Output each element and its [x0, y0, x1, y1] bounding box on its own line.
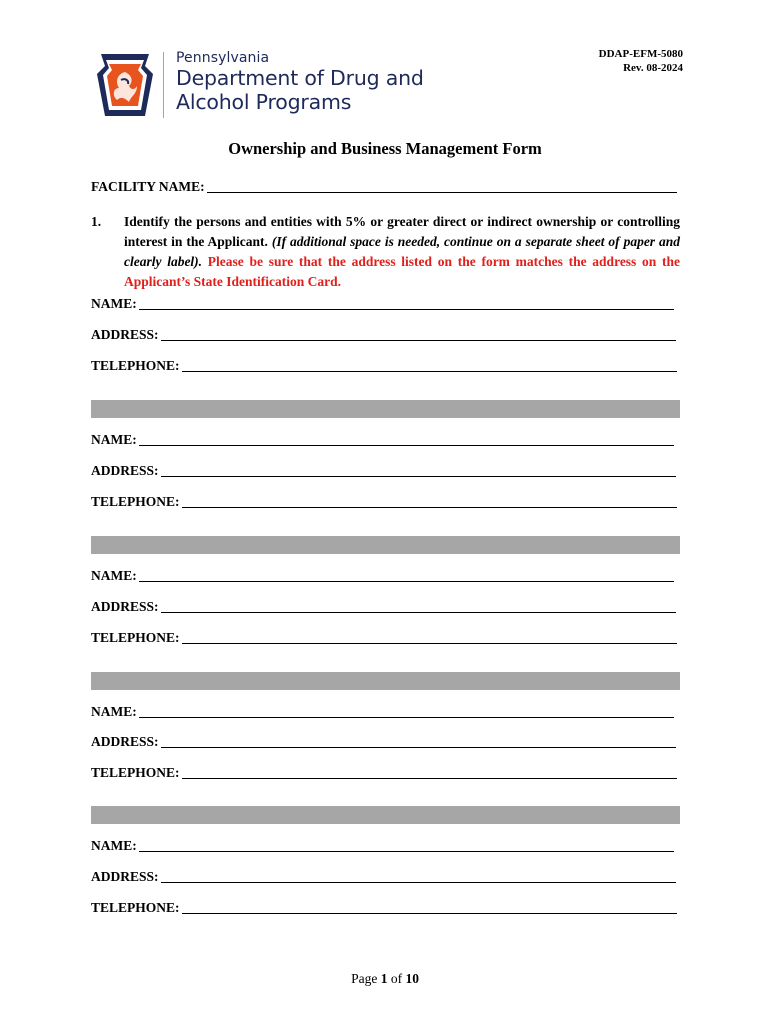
form-code-block: [599, 47, 683, 75]
telephone-field[interactable]: [91, 765, 677, 781]
address-line[interactable]: [161, 734, 676, 748]
address-field[interactable]: [91, 599, 676, 615]
item-instruction: Identify the persons and entities with 5% or greater direct or indirect ownership or controlling interest in the Applicant.: [124, 214, 680, 249]
page-total: 10: [405, 971, 419, 986]
name-line[interactable]: [139, 704, 674, 718]
page-of: of: [390, 971, 403, 986]
item-number: 1.: [91, 214, 102, 229]
page-word: Page: [351, 971, 378, 986]
address-line[interactable]: [161, 463, 676, 477]
telephone-field[interactable]: [91, 494, 677, 510]
telephone-label: TELEPHONE:: [91, 358, 180, 373]
address-field[interactable]: [91, 463, 676, 479]
page-current: 1: [380, 971, 388, 986]
name-line[interactable]: [139, 838, 674, 852]
name-field[interactable]: [91, 432, 674, 448]
agency-state: Pennsylvania: [176, 50, 270, 66]
item-text: [124, 212, 680, 292]
name-field[interactable]: [91, 704, 674, 720]
name-field[interactable]: [91, 838, 674, 854]
name-line[interactable]: [139, 432, 674, 446]
address-label: ADDRESS:: [91, 734, 159, 749]
telephone-label: TELEPHONE:: [91, 630, 180, 645]
page-footer: [0, 971, 770, 987]
logo-divider: [163, 52, 164, 118]
telephone-line[interactable]: [182, 765, 677, 779]
address-label: ADDRESS:: [91, 869, 159, 884]
item-warning: Please be sure that the address listed on the form matches the address on the Applicant’s State Identification Card.: [124, 254, 680, 289]
address-label: ADDRESS:: [91, 327, 159, 342]
address-field[interactable]: [91, 327, 676, 343]
telephone-field[interactable]: [91, 900, 677, 916]
address-line[interactable]: [161, 869, 676, 883]
telephone-line[interactable]: [182, 358, 677, 372]
item-italic-note: (If additional space is needed, continue on a separate sheet of paper and clearly label).: [124, 234, 680, 269]
agency-name: [176, 50, 424, 114]
keystone-seal-icon: [95, 52, 155, 118]
address-field[interactable]: [91, 734, 676, 750]
telephone-line[interactable]: [182, 630, 677, 644]
telephone-field[interactable]: [91, 630, 677, 646]
telephone-field[interactable]: [91, 358, 677, 374]
name-label: NAME:: [91, 704, 137, 719]
section-separator: [91, 400, 680, 418]
section-separator: [91, 536, 680, 554]
address-line[interactable]: [161, 327, 676, 341]
section-separator: [91, 806, 680, 824]
address-field[interactable]: [91, 869, 676, 885]
address-line[interactable]: [161, 599, 676, 613]
facility-name-field[interactable]: [91, 179, 677, 195]
form-revision: Rev. 08-2024: [623, 62, 683, 74]
name-field[interactable]: [91, 296, 674, 312]
section-separator: [91, 672, 680, 690]
telephone-label: TELEPHONE:: [91, 494, 180, 509]
name-label: NAME:: [91, 568, 137, 583]
form-title: Ownership and Business Management Form: [228, 139, 542, 158]
name-line[interactable]: [139, 568, 674, 582]
address-label: ADDRESS:: [91, 599, 159, 614]
name-label: NAME:: [91, 432, 137, 447]
telephone-label: TELEPHONE:: [91, 900, 180, 915]
facility-name-label: FACILITY NAME:: [91, 179, 205, 194]
name-label: NAME:: [91, 838, 137, 853]
telephone-line[interactable]: [182, 494, 677, 508]
name-line[interactable]: [139, 296, 674, 310]
facility-name-line[interactable]: [207, 179, 677, 193]
name-field[interactable]: [91, 568, 674, 584]
agency-department-line1: Department of Drug and: [176, 66, 424, 90]
telephone-line[interactable]: [182, 900, 677, 914]
address-label: ADDRESS:: [91, 463, 159, 478]
name-label: NAME:: [91, 296, 137, 311]
telephone-label: TELEPHONE:: [91, 765, 180, 780]
agency-department-line2: Alcohol Programs: [176, 90, 352, 114]
form-code: DDAP-EFM-5080: [598, 48, 683, 60]
